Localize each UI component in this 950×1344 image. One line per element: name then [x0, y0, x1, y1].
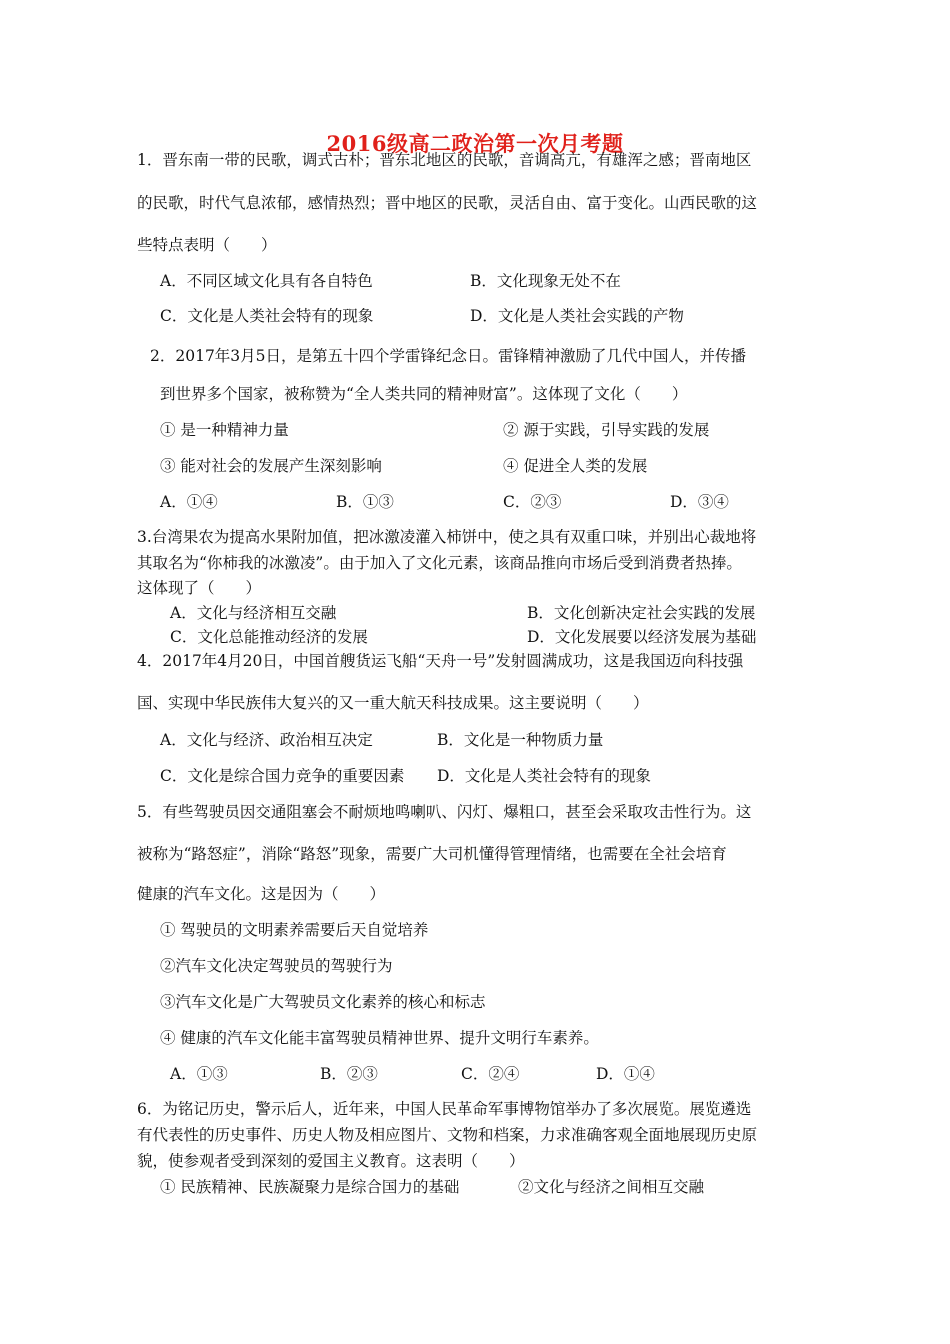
question-5-item-2: ②汽车文化决定驾驶员的驾驶行为: [160, 957, 393, 975]
question-4-option-b: B．文化是一种物质力量: [437, 731, 604, 749]
question-2-option-a: A．①④: [160, 493, 218, 511]
question-4-option-c: C．文化是综合国力竞争的重要因素: [160, 767, 405, 785]
question-5-option-c: C．②④: [461, 1065, 520, 1083]
question-2-line-1: 2．2017年3月5日，是第五十四个学雷锋纪念日。雷锋精神激励了几代中国人，并传播: [150, 347, 747, 365]
question-5-item-3: ③汽车文化是广大驾驶员文化素养的核心和标志: [160, 993, 486, 1011]
question-4-line-2: 国、实现中华民族伟大复兴的又一重大航天科技成果。这主要说明（ ）: [137, 694, 649, 712]
question-2-option-d: D．③④: [670, 493, 729, 511]
question-6-line-1: 6．为铭记历史，警示后人，近年来，中国人民革命军事博物馆举办了多次展览。展览遴选: [137, 1100, 752, 1118]
question-6-item-1: ① 民族精神、民族凝聚力是综合国力的基础: [160, 1178, 460, 1196]
question-1-option-a: A．不同区域文化具有各自特色: [160, 272, 373, 290]
question-2-item-4: ④ 促进全人类的发展: [503, 457, 648, 475]
question-3-option-b: B．文化创新决定社会实践的发展: [527, 604, 756, 622]
question-5-option-d: D．①④: [596, 1065, 655, 1083]
question-3-option-a: A．文化与经济相互交融: [170, 604, 337, 622]
question-6-line-2: 有代表性的历史事件、历史人物及相应图片、文物和档案，力求准确客观全面地展现历史原: [137, 1126, 758, 1144]
question-1-line-1: 1．晋东南一带的民歌，调式古朴；晋东北地区的民歌，音调高亢，有雄浑之感；晋南地区: [137, 151, 752, 169]
page-title: 2016级高二政治第一次月考题: [326, 131, 624, 156]
question-6-line-3: 貌，使参观者受到深刻的爱国主义教育。这表明（ ）: [137, 1152, 525, 1170]
question-1-line-2: 的民歌，时代气息浓郁，感情热烈；晋中地区的民歌，灵活自由、富于变化。山西民歌的这: [137, 194, 758, 212]
question-1-option-d: D．文化是人类社会实践的产物: [470, 307, 684, 325]
question-1-option-c: C．文化是人类社会特有的现象: [160, 307, 374, 325]
question-6-item-2: ②文化与经济之间相互交融: [518, 1178, 705, 1196]
question-2-line-2: 到世界多个国家，被称赞为“全人类共同的精神财富”。这体现了文化（ ）: [160, 385, 688, 403]
question-5-item-4: ④ 健康的汽车文化能丰富驾驶员精神世界、提升文明行车素养。: [160, 1029, 599, 1047]
question-5-item-1: ① 驾驶员的文明素养需要后天自觉培养: [160, 921, 429, 939]
question-1-option-b: B．文化现象无处不在: [470, 272, 621, 290]
question-1-line-3: 些特点表明（ ）: [137, 236, 277, 254]
question-5-option-b: B．②③: [320, 1065, 378, 1083]
question-5-line-1: 5．有些驾驶员因交通阻塞会不耐烦地鸣喇叭、闪灯、爆粗口，甚至会采取攻击性行为。这: [137, 803, 752, 821]
question-4-line-1: 4．2017年4月20日，中国首艘货运飞船“天舟一号”发射圆满成功，这是我国迈向科技强: [137, 652, 744, 670]
question-5-line-2: 被称为“路怒症”，消除“路怒”现象，需要广大司机懂得管理情绪，也需要在全社会培育: [137, 845, 727, 863]
question-5-option-a: A．①③: [170, 1065, 228, 1083]
question-2-item-2: ② 源于实践，引导实践的发展: [503, 421, 710, 439]
question-2-option-c: C．②③: [503, 493, 562, 511]
question-4-option-d: D．文化是人类社会特有的现象: [437, 767, 651, 785]
question-3-option-d: D．文化发展要以经济发展为基础: [527, 628, 757, 646]
question-3-option-c: C．文化总能推动经济的发展: [170, 628, 368, 646]
question-3-line-1: 3.台湾果农为提高水果附加值，把冰激凌灌入柿饼中，使之具有双重口味，并别出心裁地将: [137, 528, 757, 546]
question-2-item-1: ① 是一种精神力量: [160, 421, 289, 439]
question-3-line-2: 其取名为“你柿我的冰激凌”。由于加入了文化元素，该商品推向市场后受到消费者热捧。: [137, 554, 742, 572]
question-5-line-3: 健康的汽车文化。这是因为（ ）: [137, 885, 386, 903]
question-2-option-b: B．①③: [336, 493, 394, 511]
question-4-option-a: A．文化与经济、政治相互决定: [160, 731, 373, 749]
question-3-line-3: 这体现了（ ）: [137, 579, 262, 597]
question-2-item-3: ③ 能对社会的发展产生深刻影响: [160, 457, 382, 475]
